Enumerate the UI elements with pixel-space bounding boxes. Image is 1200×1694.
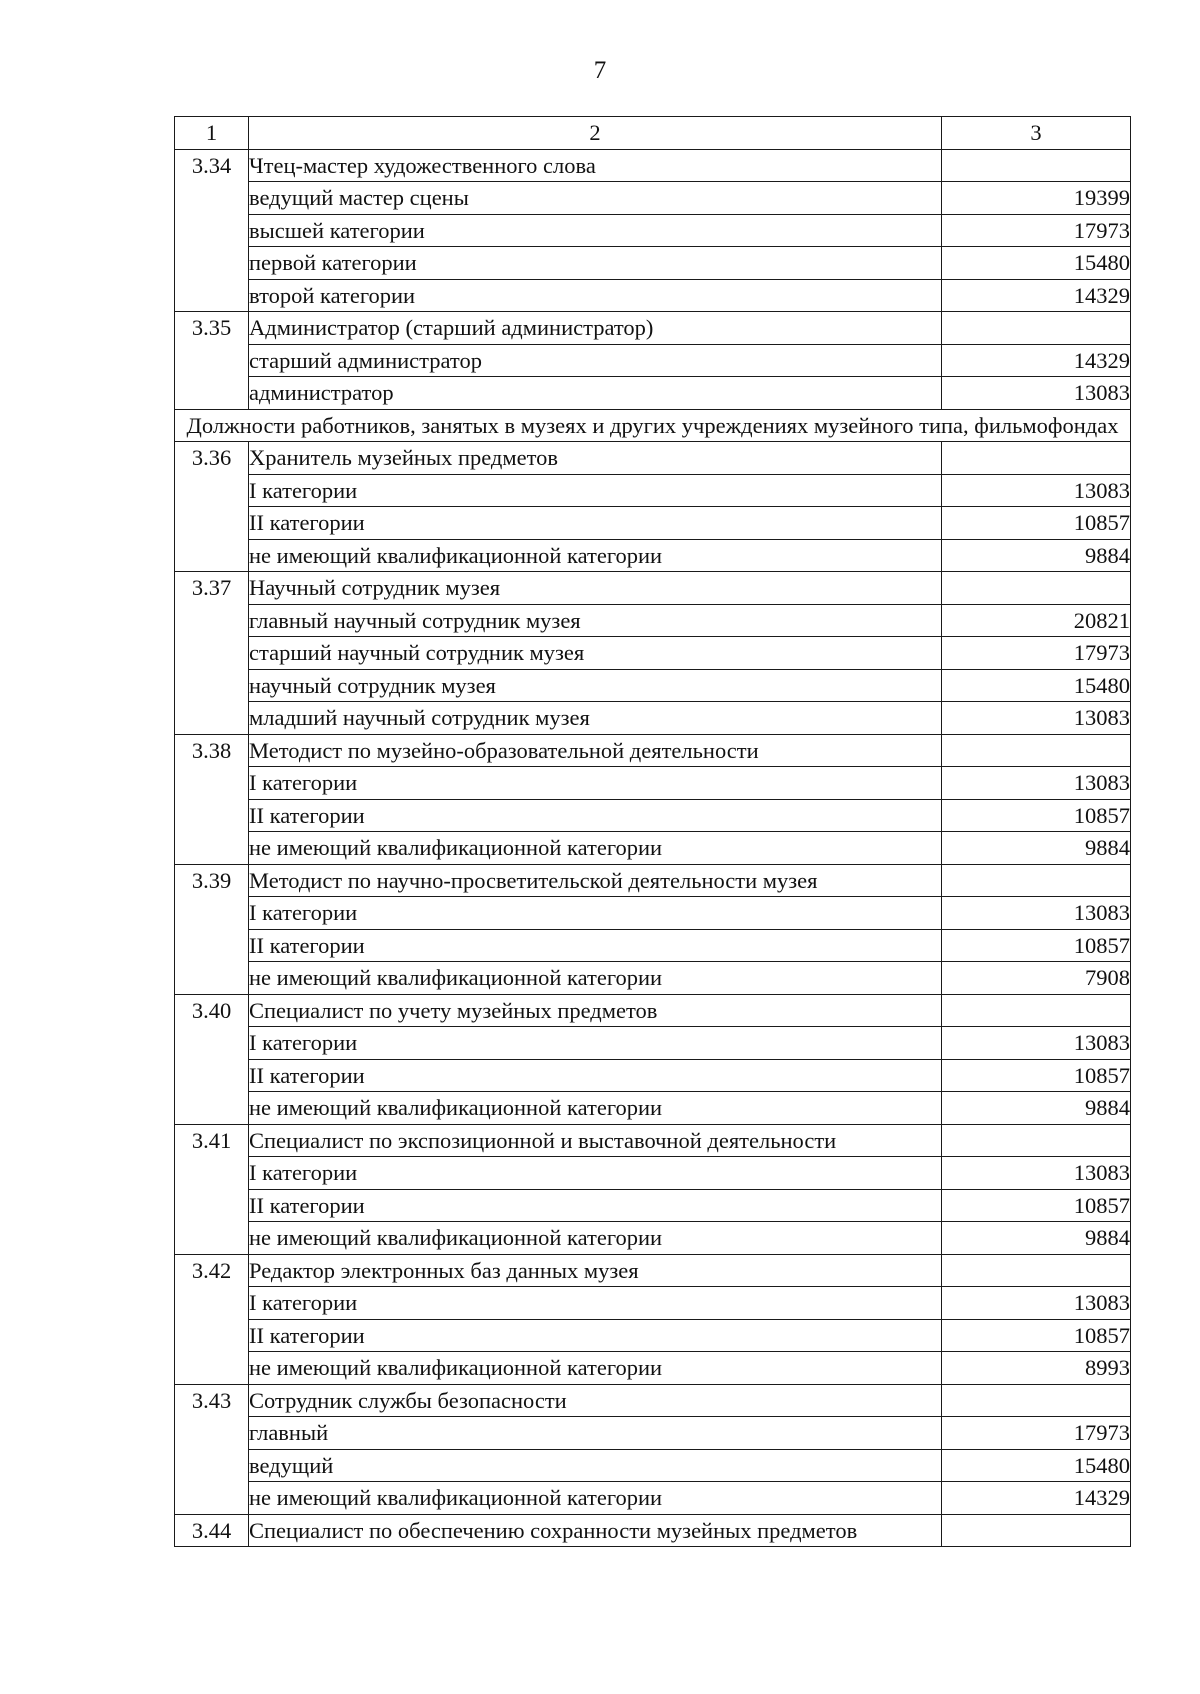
salary-value: 13083	[942, 1157, 1131, 1190]
position-title-salary	[942, 1254, 1131, 1287]
group-title-row	[175, 1514, 1131, 1547]
group-title-row	[175, 1254, 1131, 1287]
salary-value: 10857	[942, 1059, 1131, 1092]
table-row	[175, 962, 1131, 995]
position-title-salary	[942, 1384, 1131, 1417]
category-label: II категории	[249, 507, 942, 540]
item-number: 3.39	[175, 864, 249, 994]
category-label: первой категории	[249, 247, 942, 280]
table-row	[175, 377, 1131, 410]
category-label: I категории	[249, 1027, 942, 1060]
group-title-row	[175, 149, 1131, 182]
position-title-salary	[942, 994, 1131, 1027]
item-number: 3.41	[175, 1124, 249, 1254]
table-body	[175, 117, 1131, 1547]
category-label: научный сотрудник музея	[249, 669, 942, 702]
section-heading-row	[175, 409, 1131, 442]
section-heading: Должности работников, занятых в музеях и других учреждениях музейного типа, фильмофондах	[175, 409, 1131, 442]
column-header-position: 2	[249, 117, 942, 150]
salary-value: 13083	[942, 767, 1131, 800]
table-row	[175, 1027, 1131, 1060]
position-title: Чтец-мастер художественного слова	[249, 149, 942, 182]
salary-value: 13083	[942, 474, 1131, 507]
position-title-salary	[942, 572, 1131, 605]
salary-value: 14329	[942, 344, 1131, 377]
position-title: Специалист по обеспечению сохранности музейных предметов	[249, 1514, 942, 1547]
category-label: ведущий	[249, 1449, 942, 1482]
category-label: II категории	[249, 1059, 942, 1092]
category-label: второй категории	[249, 279, 942, 312]
salary-value: 17973	[942, 1417, 1131, 1450]
table-row	[175, 669, 1131, 702]
category-label: II категории	[249, 799, 942, 832]
position-title-salary	[942, 1514, 1131, 1547]
group-title-row	[175, 734, 1131, 767]
position-title-salary	[942, 442, 1131, 475]
group-title-row	[175, 312, 1131, 345]
position-title: Методист по музейно-образовательной деятельности	[249, 734, 942, 767]
table-row	[175, 247, 1131, 280]
group-title-row	[175, 442, 1131, 475]
salary-value: 13083	[942, 897, 1131, 930]
table-row	[175, 1417, 1131, 1450]
category-label: I категории	[249, 474, 942, 507]
column-header-salary: 3	[942, 117, 1131, 150]
group-title-row	[175, 1384, 1131, 1417]
salary-value: 9884	[942, 539, 1131, 572]
table-row	[175, 604, 1131, 637]
table-row	[175, 214, 1131, 247]
salary-value: 14329	[942, 1482, 1131, 1515]
table-row	[175, 1092, 1131, 1125]
position-title-salary	[942, 312, 1131, 345]
table-row	[175, 1189, 1131, 1222]
category-label: высшей категории	[249, 214, 942, 247]
table-row	[175, 1059, 1131, 1092]
category-label: I категории	[249, 897, 942, 930]
salary-value: 15480	[942, 1449, 1131, 1482]
category-label: не имеющий квалификационной категории	[249, 962, 942, 995]
table-row	[175, 279, 1131, 312]
category-label: I категории	[249, 767, 942, 800]
category-label: старший администратор	[249, 344, 942, 377]
salary-value: 9884	[942, 1222, 1131, 1255]
item-number: 3.40	[175, 994, 249, 1124]
salary-value: 14329	[942, 279, 1131, 312]
salary-value: 17973	[942, 214, 1131, 247]
table-header-row	[175, 117, 1131, 150]
salary-value: 13083	[942, 702, 1131, 735]
table-row	[175, 897, 1131, 930]
position-title: Редактор электронных баз данных музея	[249, 1254, 942, 1287]
category-label: не имеющий квалификационной категории	[249, 1482, 942, 1515]
group-title-row	[175, 994, 1131, 1027]
salary-value: 20821	[942, 604, 1131, 637]
table-row	[175, 1319, 1131, 1352]
category-label: не имеющий квалификационной категории	[249, 539, 942, 572]
table-row	[175, 474, 1131, 507]
table-row	[175, 702, 1131, 735]
table-row	[175, 1482, 1131, 1515]
salary-value: 7908	[942, 962, 1131, 995]
table-row	[175, 637, 1131, 670]
category-label: не имеющий квалификационной категории	[249, 1352, 942, 1385]
table-row	[175, 799, 1131, 832]
salary-value: 10857	[942, 1319, 1131, 1352]
table-row	[175, 1352, 1131, 1385]
salary-value: 10857	[942, 799, 1131, 832]
table-row	[175, 1157, 1131, 1190]
category-label: I категории	[249, 1157, 942, 1190]
salary-value: 10857	[942, 1189, 1131, 1222]
salary-value: 8993	[942, 1352, 1131, 1385]
salary-value: 13083	[942, 377, 1131, 410]
table-row	[175, 767, 1131, 800]
category-label: главный научный сотрудник музея	[249, 604, 942, 637]
category-label: ведущий мастер сцены	[249, 182, 942, 215]
salary-value: 13083	[942, 1287, 1131, 1320]
category-label: не имеющий квалификационной категории	[249, 1092, 942, 1125]
category-label: не имеющий квалификационной категории	[249, 832, 942, 865]
table-row	[175, 1287, 1131, 1320]
item-number: 3.38	[175, 734, 249, 864]
position-title-salary	[942, 734, 1131, 767]
position-title: Администратор (старший администратор)	[249, 312, 942, 345]
position-title: Научный сотрудник музея	[249, 572, 942, 605]
table-row	[175, 182, 1131, 215]
category-label: II категории	[249, 1319, 942, 1352]
item-number: 3.34	[175, 149, 249, 312]
group-title-row	[175, 572, 1131, 605]
item-number: 3.44	[175, 1514, 249, 1547]
category-label: главный	[249, 1417, 942, 1450]
group-title-row	[175, 864, 1131, 897]
position-title: Специалист по экспозиционной и выставочной деятельности	[249, 1124, 942, 1157]
table-row	[175, 832, 1131, 865]
category-label: старший научный сотрудник музея	[249, 637, 942, 670]
table-row	[175, 1222, 1131, 1255]
item-number: 3.37	[175, 572, 249, 735]
category-label: II категории	[249, 929, 942, 962]
position-title-salary	[942, 864, 1131, 897]
salary-value: 13083	[942, 1027, 1131, 1060]
table-row	[175, 929, 1131, 962]
salary-value: 10857	[942, 507, 1131, 540]
item-number: 3.35	[175, 312, 249, 410]
table-row	[175, 539, 1131, 572]
position-title-salary	[942, 149, 1131, 182]
salary-value: 10857	[942, 929, 1131, 962]
page-number: 7	[593, 57, 607, 84]
salary-table	[174, 116, 1131, 1547]
salary-value: 19399	[942, 182, 1131, 215]
salary-value: 15480	[942, 669, 1131, 702]
category-label: администратор	[249, 377, 942, 410]
table-row	[175, 1449, 1131, 1482]
table-row	[175, 344, 1131, 377]
item-number: 3.42	[175, 1254, 249, 1384]
position-title: Методист по научно-просветительской деятельности музея	[249, 864, 942, 897]
position-title: Хранитель музейных предметов	[249, 442, 942, 475]
item-number: 3.36	[175, 442, 249, 572]
table-row	[175, 507, 1131, 540]
category-label: I категории	[249, 1287, 942, 1320]
salary-value: 9884	[942, 832, 1131, 865]
group-title-row	[175, 1124, 1131, 1157]
position-title: Сотрудник службы безопасности	[249, 1384, 942, 1417]
salary-value: 15480	[942, 247, 1131, 280]
position-title: Специалист по учету музейных предметов	[249, 994, 942, 1027]
category-label: II категории	[249, 1189, 942, 1222]
category-label: младший научный сотрудник музея	[249, 702, 942, 735]
item-number: 3.43	[175, 1384, 249, 1514]
column-header-number: 1	[175, 117, 249, 150]
salary-value: 17973	[942, 637, 1131, 670]
position-title-salary	[942, 1124, 1131, 1157]
category-label: не имеющий квалификационной категории	[249, 1222, 942, 1255]
salary-value: 9884	[942, 1092, 1131, 1125]
